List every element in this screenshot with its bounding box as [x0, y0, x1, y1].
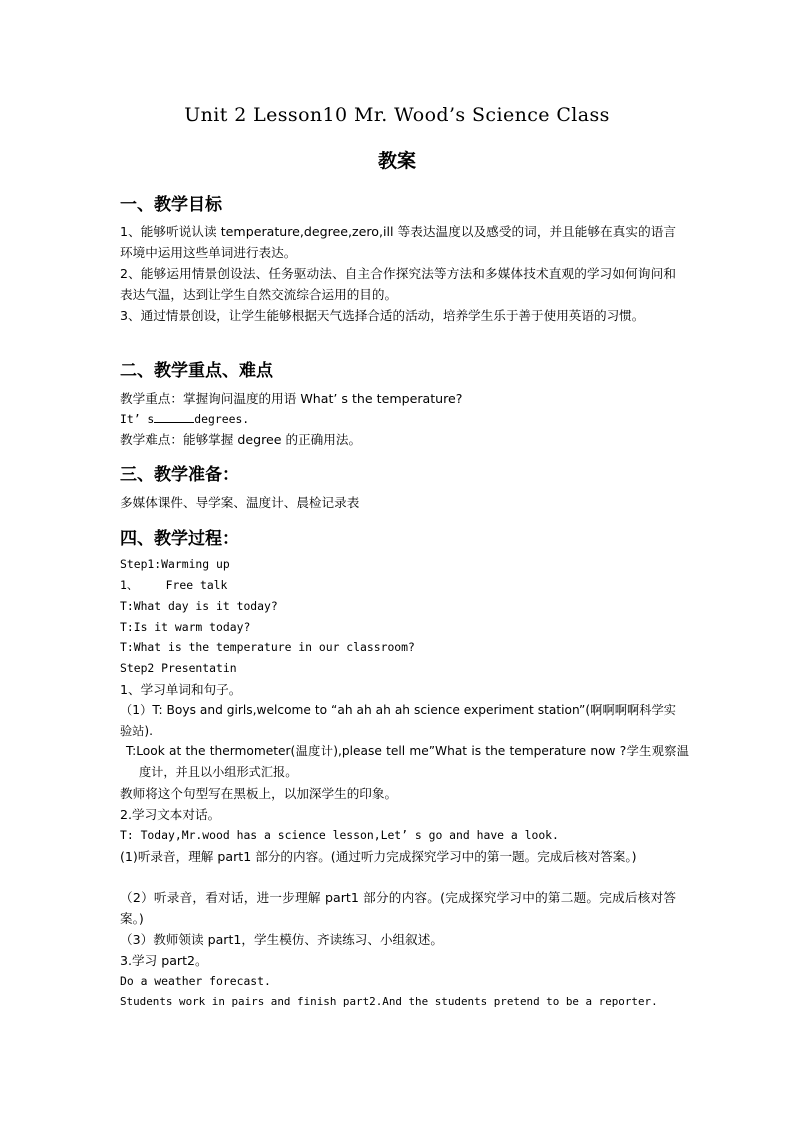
process-line-8: （1）T: Boys and girls,welcome to “ah ah ah ah science experiment station”(啊啊啊啊科学实验站). — [120, 703, 676, 738]
process-line-5: T:What is the temperature in our classroom? — [120, 640, 415, 654]
process-line-12: T: Today,Mr.wood has a science lesson,Let’ s go and have a look. — [120, 828, 559, 842]
process-line-1: Step1:Warming up — [120, 557, 230, 571]
section-heading-key-points: 二、教学重点、难点 — [120, 361, 273, 381]
process-line-13: (1)听录音，理解 part1 部分的内容。(通过听力完成探究学习中的第一题。完成后核对答案。) — [120, 849, 637, 864]
process-line-11: 2.学习文本对话。 — [120, 807, 221, 822]
fill-in-blank-line — [154, 410, 194, 423]
objective-item-2: 2、能够运用情景创设法、任务驱动法、自主合作探究法等方法和多媒体技术直观的学习如何询问和表达气温，达到让学生自然交流综合运用的目的。 — [120, 266, 676, 302]
objective-item-3: 3、通过情景创设，让学生能够根据天气选择合适的活动，培养学生乐于善于使用英语的习惯。 — [120, 308, 645, 323]
process-line-17: Do a weather forecast. — [120, 974, 271, 988]
process-line-6: Step2 Presentatin — [120, 661, 237, 675]
key-point: 教学重点：掌握询问温度的用语 What’ s the temperature? — [120, 391, 463, 406]
difficult-point: 教学难点：能够掌握 degree 的正确用法。 — [120, 432, 362, 447]
objective-item-1: 1、能够听说认读 temperature,degree,zero,ill 等表达温度以及感受的词，并且能够在真实的语言环境中运用这些单词进行表达。 — [120, 224, 676, 260]
process-line-18: Students work in pairs and finish part2.And the students pretend to be a reporter. — [120, 995, 658, 1008]
process-line-7: 1、学习单词和句子。 — [120, 682, 242, 697]
process-line-4: T:Is it warm today? — [120, 620, 251, 634]
section-heading-objectives: 一、教学目标 — [120, 195, 222, 215]
process-line-14: （2）听录音，看对话，进一步理解 part1 部分的内容。(完成探究学习中的第二题。完成后核对答案。) — [120, 890, 676, 926]
process-line-15: （3）教师领读 part1，学生模仿、齐读练习、小组叙述。 — [120, 932, 443, 947]
key-point-sentence-start: It’ s — [120, 412, 155, 426]
process-line-16: 3.学习 part2。 — [120, 953, 208, 968]
section-heading-process: 四、教学过程： — [120, 529, 239, 549]
section-heading-preparation: 三、教学准备： — [120, 465, 239, 485]
process-line-3: T:What day is it today? — [120, 599, 278, 613]
document-subtitle: 教案 — [377, 150, 416, 172]
process-line-2: 1、 Free talk — [120, 578, 228, 592]
process-line-10: 教师将这个句型写在黑板上，以加深学生的印象。 — [120, 786, 398, 801]
process-line-9: T:Look at the thermometer(温度计),please tell me”What is the temperature now ?学生观察温度计，并且以小组形式汇报。 — [126, 744, 689, 779]
key-point-sentence — [120, 409, 680, 430]
document-title: Unit 2 Lesson10 Mr. Wood’s Science Class — [184, 104, 610, 126]
preparation-list: 多媒体课件、导学案、温度计、晨检记录表 — [120, 495, 360, 510]
key-point-sentence-end: degrees. — [194, 412, 250, 426]
